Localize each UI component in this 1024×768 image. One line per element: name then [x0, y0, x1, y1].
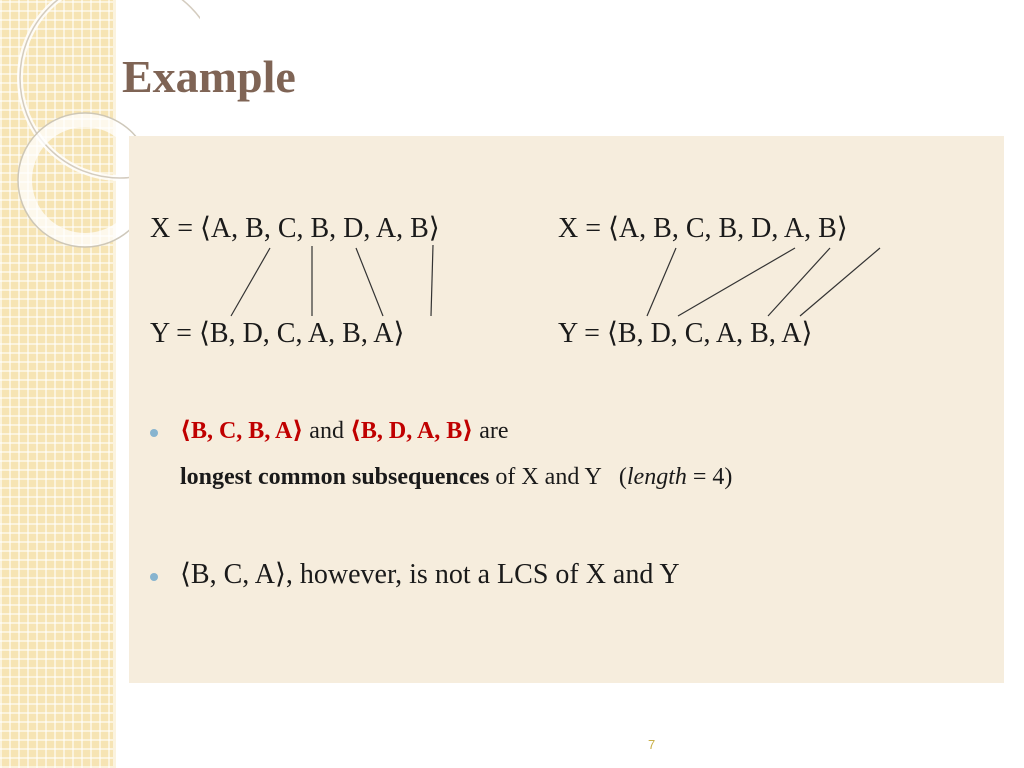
- right-match-line-1: [647, 248, 676, 316]
- bullet-2-text: ⟨B, C, A⟩, however, is not a LCS of X and Y: [180, 559, 680, 590]
- lcs-highlight-2: ⟨B, D, A, B⟩: [349, 418, 474, 444]
- right-match-line-4: [800, 248, 880, 316]
- lcs-highlight-1: ⟨B, C, B, A⟩: [180, 418, 304, 444]
- left-match-line-4: [431, 245, 433, 316]
- bullet-1-line-1: [180, 419, 509, 443]
- left-x-sequence: X = ⟨A, B, C, B, D, A, B⟩: [150, 213, 440, 244]
- left-match-line-3: [356, 248, 383, 316]
- page-number: 7: [648, 737, 656, 752]
- bullet-1-are: are: [473, 418, 509, 444]
- bullet-1-line-2: [180, 465, 732, 489]
- left-match-line-1: [231, 248, 270, 316]
- slide-title: Example: [122, 51, 296, 102]
- bullet-1-bold-term: longest common subsequences: [180, 464, 490, 490]
- right-y-sequence: Y = ⟨B, D, C, A, B, A⟩: [558, 318, 813, 349]
- right-matching-lines: [647, 248, 880, 316]
- bullet-1-of-text: of X and Y (: [489, 464, 627, 490]
- left-y-sequence: Y = ⟨B, D, C, A, B, A⟩: [150, 318, 405, 349]
- bullet-marker-1: [150, 429, 158, 437]
- bullet-1-italic-length: length: [626, 464, 687, 490]
- bullet-1-length-value: = 4): [686, 464, 733, 490]
- bullet-1-and: and: [303, 418, 350, 444]
- bullet-marker-2: [150, 573, 158, 581]
- right-x-sequence: X = ⟨A, B, C, B, D, A, B⟩: [558, 213, 848, 244]
- left-matching-lines: [231, 245, 433, 316]
